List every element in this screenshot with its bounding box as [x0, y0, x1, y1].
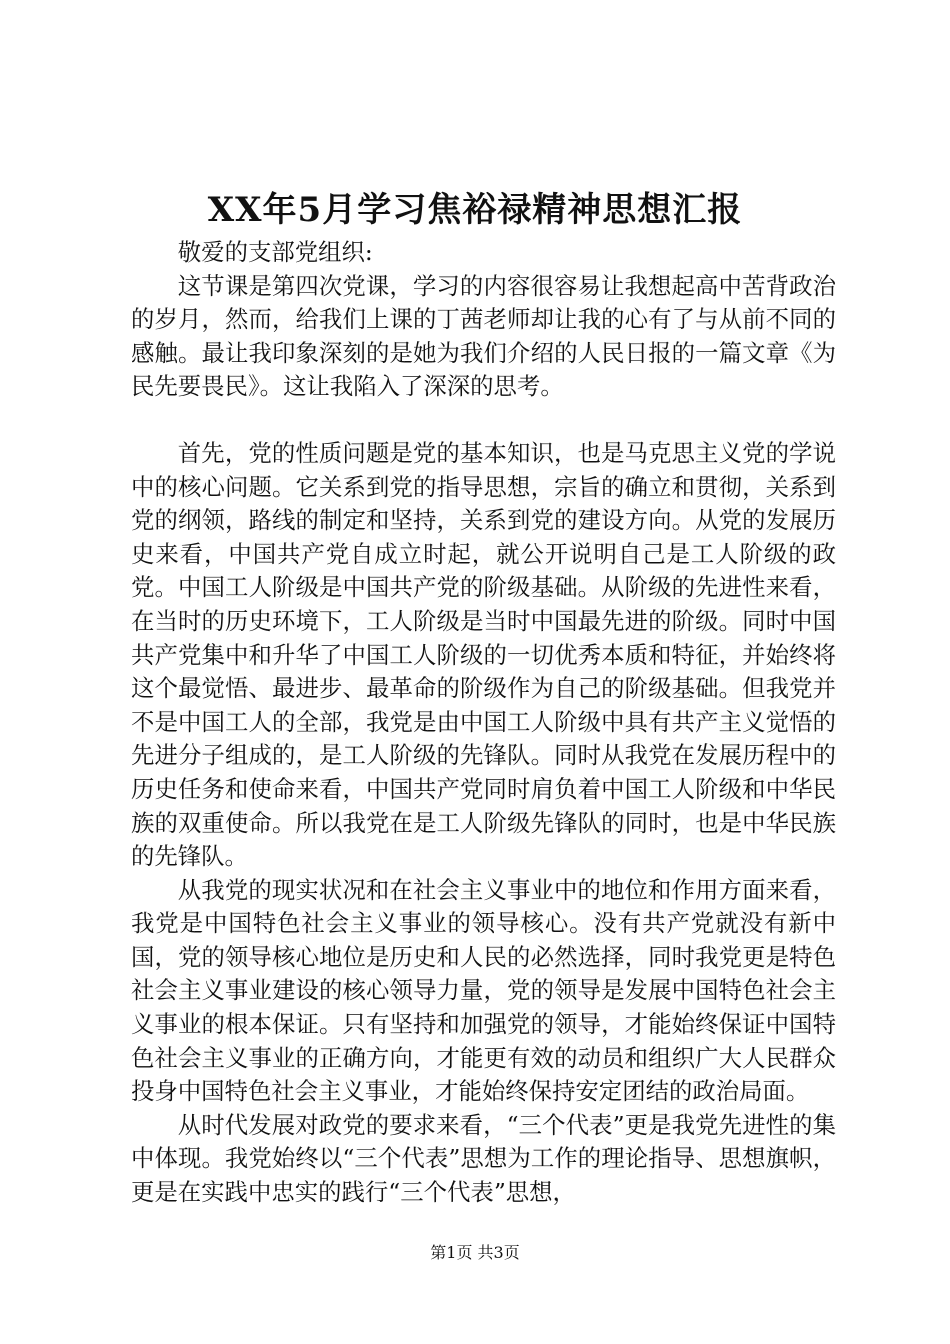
- document-title: XX年5月学习焦裕禄精神思想汇报: [207, 190, 743, 230]
- paragraph: 这节课是第四次党课，学习的内容很容易让我想起高中苦背政治的岁月，然而，给我们上课的丁茜老师却让我的心有了与从前不同的感触。最让我印象深刻的是她为我们介绍的人民日报的一篇文章《为民先要畏民》。这让我陷入了深深的思考。: [131, 271, 836, 401]
- paragraph: 首先，党的性质问题是党的基本知识，也是马克思主义党的学说中的核心问题。它关系到党的指导思想，宗旨的确立和贯彻，关系到党的纲领，路线的制定和坚持，关系到党的建设方向。从党的发展历史来看，中国共产党自成立时起，就公开说明自己是工人阶级的政党。中国工人阶级是中国共产党的阶级基础。从阶级的先进性来看，在当时的历史环境下，工人阶级是当时中国最先进的阶级。同时中国共产党集中和升华了中国工人阶级的一切优秀本质和特征，并始终将这个最觉悟、最进步、最革命的阶级作为自己的阶级基础。但我党并不是中国工人的全部，我党是由中国工人阶级中具有共产主义觉悟的先进分子组成的，是工人阶级的先锋队。同时从我党在发展历程中的历史任务和使命来看，中国共产党同时肩负着中国工人阶级和中华民族的双重使命。所以我党在是工人阶级先锋队的同时，也是中华民族的先锋队。: [131, 438, 836, 871]
- page-footer: 第1页 共3页: [430, 1243, 520, 1262]
- salutation: 敬爱的支部党组织:: [177, 238, 373, 266]
- document-body: [131, 236, 836, 1210]
- paragraph: 从时代发展对政党的要求来看，“三个代表”更是我党先进性的集中体现。我党始终以“三个代表”思想为工作的理论指导、思想旗帜，更是在实践中忠实的践行“三个代表”思想，: [131, 1110, 836, 1207]
- paragraph: 从我党的现实状况和在社会主义事业中的地位和作用方面来看，我党是中国特色社会主义事业的领导核心。没有共产党就没有新中国，党的领导核心地位是历史和人民的必然选择，同时我党更是特色社会主义事业建设的核心领导力量，党的领导是发展中国特色社会主义事业的根本保证。只有坚持和加强党的领导，才能始终保证中国特色社会主义事业的正确方向，才能更有效的动员和组织广大人民群众投身中国特色社会主义事业，才能始终保持安定团结的政治局面。: [131, 875, 836, 1106]
